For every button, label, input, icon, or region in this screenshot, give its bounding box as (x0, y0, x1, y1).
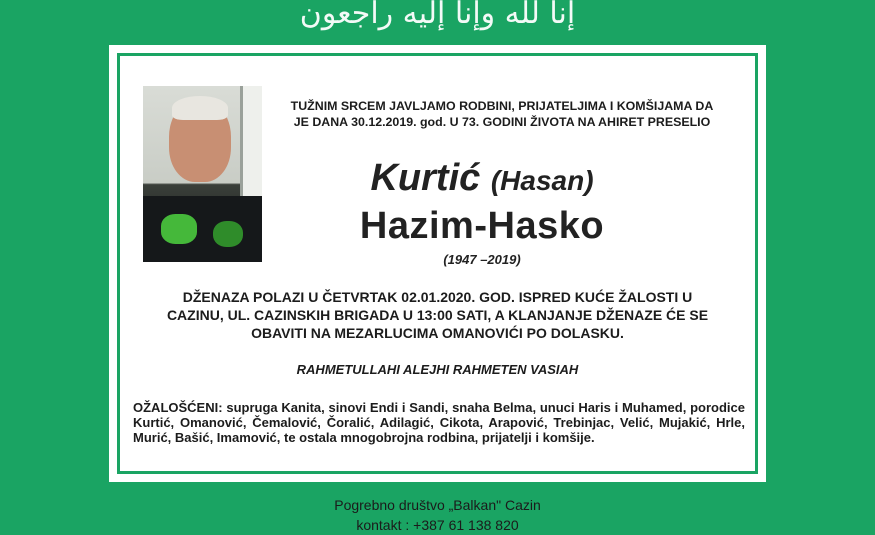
funeral-line: CAZINU, UL. CAZINSKIH BRIGADA U 13:00 SATI, A KLANJANJE DŽENAZE ĆE SE (166, 307, 709, 323)
obituary-card (109, 45, 766, 482)
deceased-given-name: Hazim-Hasko (359, 205, 605, 247)
arabic-calligraphy-header: إنا لله وإنا إليه راجعون (299, 0, 576, 31)
photo-shirt-print (161, 214, 197, 244)
life-years: (1947 –2019) (443, 252, 521, 267)
contact-phone: kontakt : +387 61 138 820 (356, 517, 519, 533)
photo-hair (172, 96, 228, 120)
prayer-line: RAHMETULLAHI ALEJHI RAHMETEN VASIAH (296, 362, 579, 377)
deceased-surname: Kurtić (370, 157, 481, 199)
funeral-line: OBAVITI NA MEZARLUCIMA OMANOVIĆI PO DOLASKU. (251, 325, 624, 341)
footer (0, 495, 875, 535)
mourners-list: OŽALOŠĆENI: supruga Kanita, sinovi Endi i Sandi, snaha Belma, unuci Haris i Muhamed, porodice Kurtić, Omanović, Čemalović, Čoralić, Adilagić, Cikota, Arapović, Trebinjac, Velić, Mujakić, Hrle, Murić, Bašić, Imamović, te ostala mnogobrojna rodbina, prijatelji i komšije. (133, 400, 745, 445)
deceased-surname-line (267, 158, 697, 201)
photo-shirt-print (213, 221, 243, 247)
father-name: (Hasan) (490, 165, 594, 196)
funeral-company: Pogrebno društvo „Balkan" Cazin (334, 497, 541, 513)
deceased-photo (143, 86, 262, 262)
funeral-line: DŽENAZA POLAZI U ČETVRTAK 02.01.2020. GOD. ISPRED KUĆE ŽALOSTI U (182, 289, 693, 305)
intro-text (267, 98, 737, 130)
funeral-details (129, 288, 746, 342)
intro-line: TUŽNIM SRCEM JAVLJAMO RODBINI, PRIJATELJIMA I KOMŠIJAMA DA (290, 99, 714, 113)
photo-background-window (240, 86, 262, 196)
intro-line: JE DANA 30.12.2019. god. U 73. GODINI ŽIVOTA NA AHIRET PRESELIO (293, 115, 711, 129)
